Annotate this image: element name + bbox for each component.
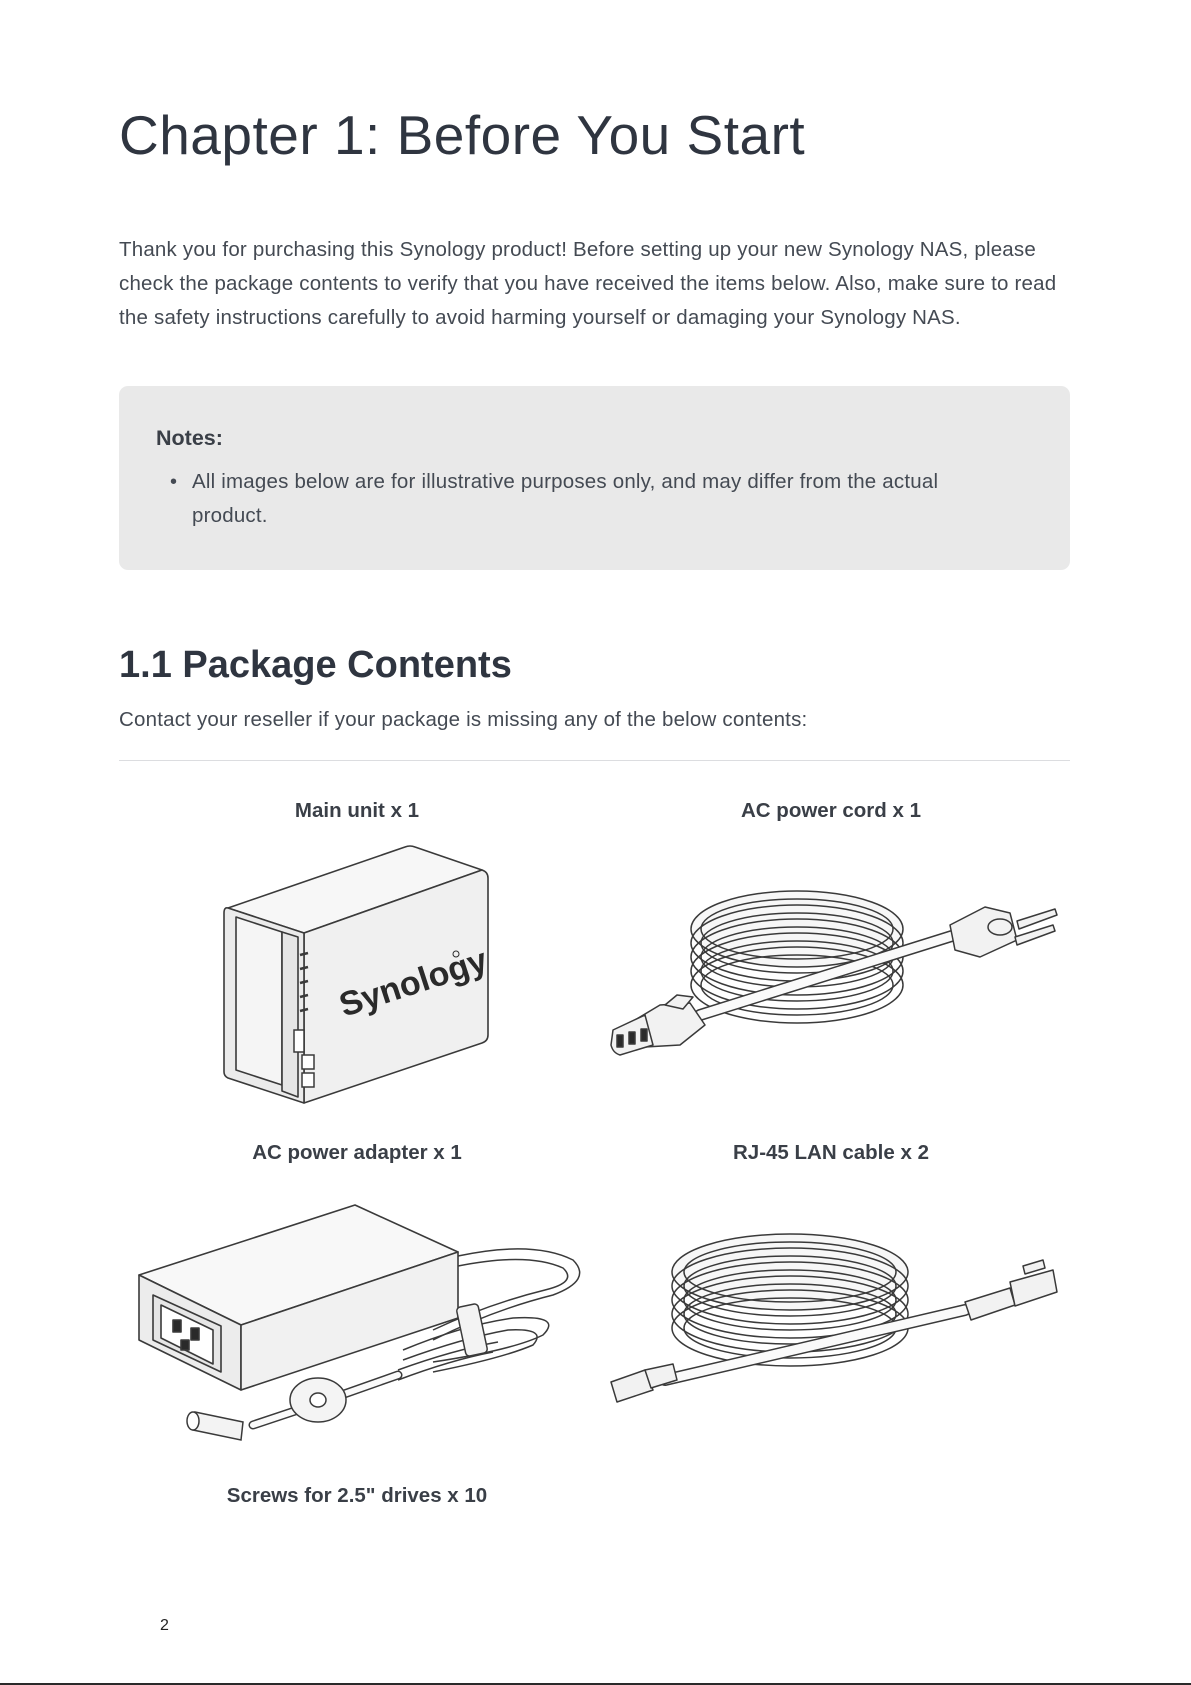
section-title: 1.1 Package Contents — [119, 644, 512, 686]
item-label-lan-cable: RJ-45 LAN cable x 2 — [733, 1141, 929, 1164]
chapter-title: Chapter 1: Before You Start — [119, 104, 806, 166]
chapter-intro: Thank you for purchasing this Synology product! Before setting up your new Synology NAS, please check the package contents to verify that you have received the items below. Also, make sure to read the safety instructions carefully to avoid harming yourself or damaging your Synology NAS. — [119, 238, 1057, 329]
item-label-screws: Screws for 2.5" drives x 10 — [226, 1484, 488, 1507]
notes-box — [119, 386, 1070, 570]
power-adapter-icon — [133, 1200, 585, 1450]
power-cord-icon — [605, 885, 1060, 1065]
notes-item-text: All images below are for illustrative purposes only, and may differ from the actual product. — [192, 470, 939, 527]
brand-logo: Synology — [334, 941, 493, 1025]
notes-item — [156, 465, 976, 533]
notes-list — [156, 465, 976, 533]
lan-cable-icon — [605, 1230, 1060, 1405]
item-label-power-cord: AC power cord x 1 — [741, 799, 921, 822]
section-intro: Contact your reseller if your package is missing any of the below contents: — [119, 708, 808, 731]
notes-title: Notes: — [156, 426, 223, 450]
nas-unit-icon — [220, 845, 495, 1105]
item-label-main-unit: Main unit x 1 — [294, 799, 420, 822]
bullet-icon: • — [170, 471, 178, 493]
page-number: 2 — [160, 1617, 169, 1634]
divider — [119, 760, 1070, 761]
item-label-power-adapter: AC power adapter x 1 — [252, 1141, 462, 1164]
